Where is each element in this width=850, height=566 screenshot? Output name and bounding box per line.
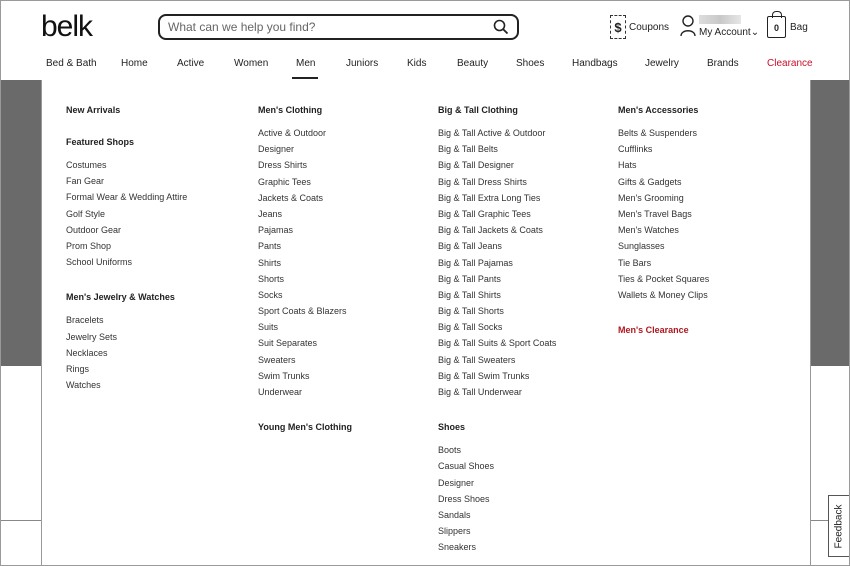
menu-link[interactable]: Men's Watches bbox=[618, 225, 679, 236]
menu-link[interactable]: Costumes bbox=[66, 160, 107, 170]
mens-accessories-heading[interactable]: Men's Accessories bbox=[618, 105, 699, 115]
menu-link[interactable]: Big & Tall Designer bbox=[438, 160, 514, 171]
menu-link[interactable]: Big & Tall Extra Long Ties bbox=[438, 192, 541, 203]
menu-link[interactable]: Rings bbox=[66, 363, 90, 374]
menu-link[interactable]: Belts & Suspenders bbox=[618, 128, 698, 138]
menu-link[interactable]: Cufflinks bbox=[618, 144, 653, 155]
menu-link[interactable]: Watches bbox=[66, 380, 101, 391]
menu-link[interactable]: Pants bbox=[258, 241, 282, 252]
featured-shops-list bbox=[66, 157, 187, 270]
bag-count: 0 bbox=[773, 23, 779, 33]
menu-link[interactable]: Sneakers bbox=[438, 542, 477, 553]
menu-link[interactable]: Big & Tall Graphic Tees bbox=[438, 208, 531, 219]
menu-link[interactable]: Big & Tall Pants bbox=[438, 273, 501, 284]
menu-link[interactable]: Designer bbox=[438, 477, 475, 488]
account-name-redacted bbox=[699, 15, 741, 24]
nav-active[interactable]: Active bbox=[177, 58, 205, 69]
coupons-link[interactable] bbox=[610, 15, 669, 39]
nav-men[interactable]: Men bbox=[292, 58, 318, 79]
new-arrivals-link[interactable]: New Arrivals bbox=[66, 105, 121, 115]
menu-column-3 bbox=[438, 105, 556, 566]
menu-link[interactable]: Big & Tall Swim Trunks bbox=[438, 370, 530, 381]
bag-label: Bag bbox=[790, 21, 808, 33]
menu-link[interactable]: Jewelry Sets bbox=[66, 331, 118, 342]
young-mens-clothing-heading[interactable]: Young Men's Clothing bbox=[258, 422, 352, 433]
nav-jewelry[interactable]: Jewelry bbox=[645, 58, 679, 69]
menu-link[interactable]: Golf Style bbox=[66, 208, 106, 219]
menu-link[interactable]: Hats bbox=[618, 160, 637, 171]
menu-link[interactable]: Suit Separates bbox=[258, 338, 318, 349]
site-header bbox=[1, 1, 849, 80]
menu-link[interactable]: Men's Grooming bbox=[618, 192, 684, 203]
menu-link[interactable]: Bracelets bbox=[66, 315, 104, 326]
menu-link[interactable]: Jackets & Coats bbox=[258, 192, 324, 203]
menu-link[interactable]: Big & Tall Suits & Sport Coats bbox=[438, 338, 557, 349]
nav-brands[interactable]: Brands bbox=[707, 58, 739, 69]
menu-column-4 bbox=[618, 105, 709, 357]
menu-link[interactable]: Wallets & Money Clips bbox=[618, 289, 708, 300]
menu-link[interactable]: Slippers bbox=[438, 526, 471, 537]
menu-link[interactable]: Active & Outdoor bbox=[258, 128, 327, 138]
shoes-list bbox=[438, 442, 556, 555]
menu-link[interactable]: Big & Tall Shorts bbox=[438, 306, 504, 317]
nav-juniors[interactable]: Juniors bbox=[346, 58, 379, 69]
jewelry-watches-heading[interactable]: Men's Jewelry & Watches bbox=[66, 292, 175, 303]
men-mega-menu bbox=[41, 80, 811, 566]
menu-link[interactable]: Socks bbox=[258, 289, 283, 300]
search-input[interactable] bbox=[168, 20, 493, 34]
menu-link[interactable]: Prom Shop bbox=[66, 240, 112, 251]
nav-shoes[interactable]: Shoes bbox=[516, 58, 545, 69]
menu-link[interactable]: Sweaters bbox=[258, 354, 296, 365]
nav-bed-bath[interactable]: Bed & Bath bbox=[46, 58, 97, 69]
menu-link[interactable]: Big & Tall Jackets & Coats bbox=[438, 225, 543, 236]
account-label: My Account⌄ bbox=[699, 27, 760, 38]
nav-home[interactable]: Home bbox=[121, 58, 148, 69]
menu-link[interactable]: Big & Tall Pajamas bbox=[438, 257, 513, 268]
feedback-label: Feedback bbox=[833, 504, 845, 548]
mens-accessories-list bbox=[618, 125, 709, 303]
menu-link[interactable]: School Uniforms bbox=[66, 257, 133, 268]
menu-link[interactable]: Big & Tall Belts bbox=[438, 144, 498, 155]
menu-link[interactable]: Suits bbox=[258, 322, 279, 333]
menu-link[interactable]: Shirts bbox=[258, 257, 282, 268]
menu-link[interactable]: Dress Shirts bbox=[258, 160, 308, 171]
menu-link[interactable]: Shorts bbox=[258, 273, 285, 284]
big-tall-heading[interactable]: Big & Tall Clothing bbox=[438, 105, 518, 115]
menu-link[interactable]: Big & Tall Jeans bbox=[438, 241, 502, 252]
menu-link[interactable]: Designer bbox=[258, 144, 295, 155]
nav-women[interactable]: Women bbox=[234, 58, 269, 69]
mens-clothing-heading[interactable]: Men's Clothing bbox=[258, 105, 323, 115]
feedback-tab[interactable] bbox=[828, 495, 850, 557]
shopping-bag-icon bbox=[767, 16, 786, 38]
menu-link[interactable]: Big & Tall Active & Outdoor bbox=[438, 128, 546, 138]
menu-link[interactable]: Formal Wear & Wedding Attire bbox=[66, 192, 188, 203]
featured-shops-heading[interactable]: Featured Shops bbox=[66, 137, 135, 147]
menu-link[interactable]: Big & Tall Shirts bbox=[438, 289, 501, 300]
menu-link[interactable]: Ties & Pocket Squares bbox=[618, 273, 710, 284]
main-nav bbox=[1, 53, 849, 80]
menu-link[interactable]: Big & Tall Sweaters bbox=[438, 354, 516, 365]
shoes-heading[interactable]: Shoes bbox=[438, 422, 466, 433]
menu-link[interactable]: Gifts & Gadgets bbox=[618, 176, 682, 187]
mens-clearance-link[interactable]: Men's Clearance bbox=[618, 325, 689, 336]
jewelry-list bbox=[66, 312, 187, 393]
user-icon bbox=[680, 15, 696, 37]
nav-beauty[interactable]: Beauty bbox=[457, 58, 489, 69]
menu-column-2 bbox=[258, 105, 352, 454]
coupon-icon: $ bbox=[610, 15, 626, 39]
menu-link[interactable]: Sport Coats & Blazers bbox=[258, 306, 347, 317]
menu-link[interactable]: Boots bbox=[438, 445, 462, 456]
nav-handbags[interactable]: Handbags bbox=[572, 58, 618, 69]
nav-clearance[interactable]: Clearance bbox=[767, 58, 813, 69]
bag-link[interactable] bbox=[767, 16, 808, 38]
menu-link[interactable]: Dress Shoes bbox=[438, 493, 490, 504]
menu-link[interactable]: Big & Tall Dress Shirts bbox=[438, 176, 527, 187]
menu-link[interactable]: Big & Tall Socks bbox=[438, 322, 503, 333]
menu-link[interactable]: Graphic Tees bbox=[258, 176, 311, 187]
mens-clothing-list bbox=[258, 125, 352, 400]
belk-logo[interactable]: belk bbox=[41, 10, 93, 43]
coupons-label: Coupons bbox=[629, 21, 670, 33]
menu-link[interactable]: Necklaces bbox=[66, 347, 108, 358]
menu-link[interactable]: Sunglasses bbox=[618, 241, 665, 252]
menu-link[interactable]: Pajamas bbox=[258, 225, 294, 236]
menu-link[interactable]: Men's Travel Bags bbox=[618, 208, 692, 219]
my-account-menu[interactable] bbox=[680, 15, 759, 39]
menu-link[interactable]: Casual Shoes bbox=[438, 461, 495, 472]
menu-link[interactable]: Underwear bbox=[258, 387, 303, 397]
big-tall-list bbox=[438, 125, 556, 400]
menu-link[interactable]: Outdoor Gear bbox=[66, 224, 122, 235]
nav-kids[interactable]: Kids bbox=[407, 58, 427, 69]
search-bar bbox=[158, 14, 519, 40]
menu-column-1 bbox=[66, 105, 187, 415]
menu-link[interactable]: Big & Tall Underwear bbox=[438, 387, 522, 397]
menu-link[interactable]: Swim Trunks bbox=[258, 370, 310, 381]
menu-link[interactable]: Tie Bars bbox=[618, 257, 652, 268]
menu-link[interactable]: Jeans bbox=[258, 208, 283, 219]
search-icon[interactable] bbox=[493, 19, 509, 35]
menu-link[interactable]: Fan Gear bbox=[66, 176, 105, 187]
menu-link[interactable]: Sandals bbox=[438, 509, 471, 520]
chevron-down-icon: ⌄ bbox=[750, 27, 760, 38]
